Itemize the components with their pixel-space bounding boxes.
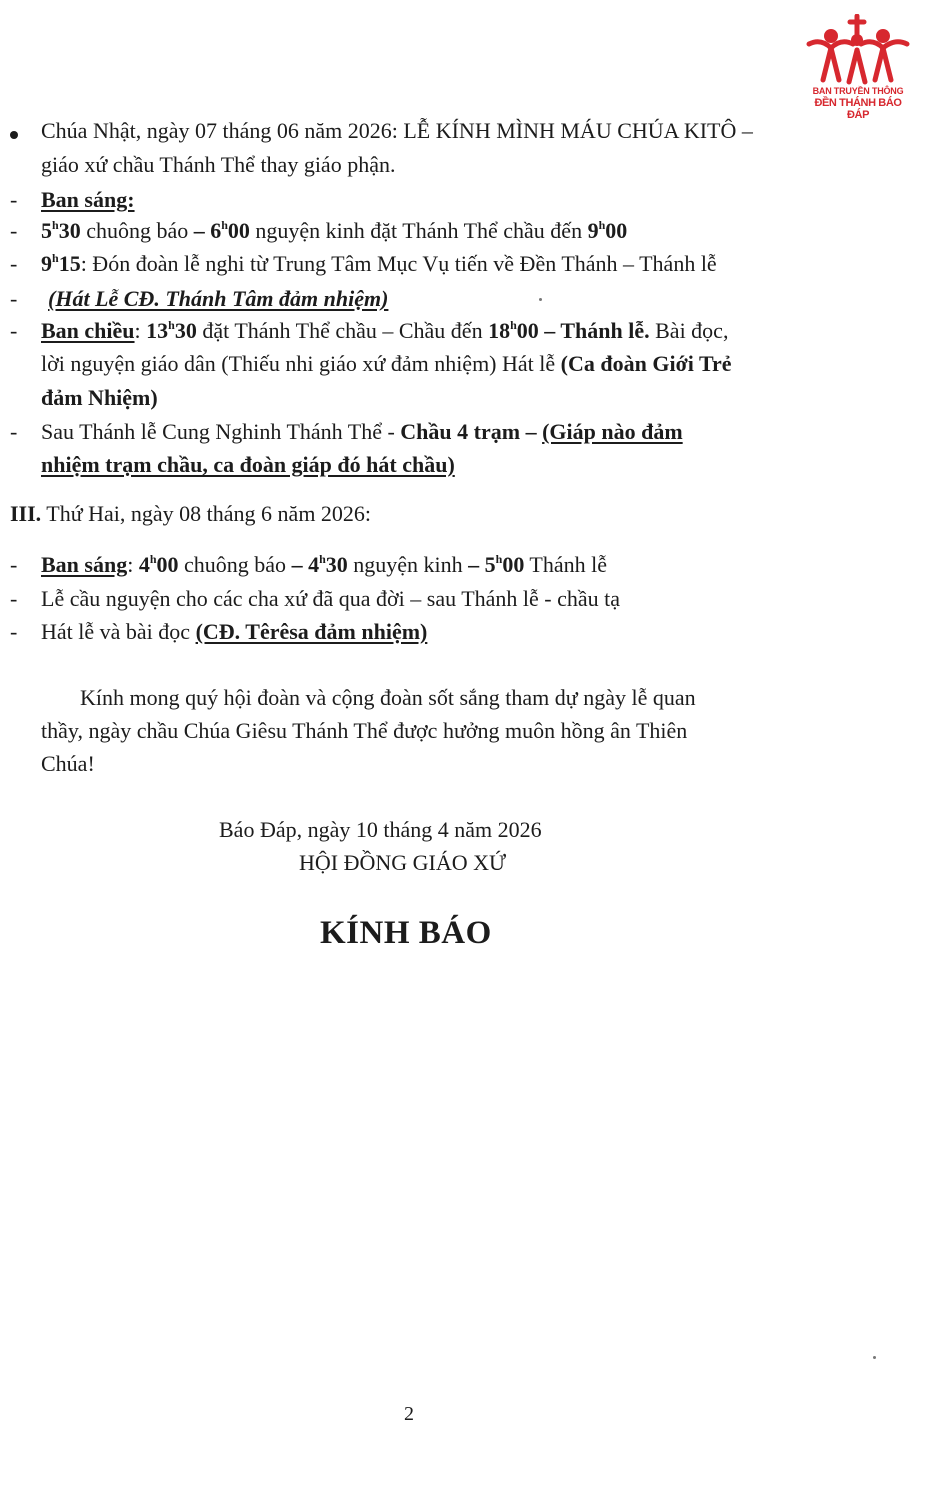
choir-assignment-line: (Hát Lễ CĐ. Thánh Tâm đảm nhiệm) xyxy=(48,286,389,311)
parish-media-logo xyxy=(803,14,913,121)
three-people-cross-icon xyxy=(803,14,913,86)
monday-heading: III. Thứ Hai, ngày 08 tháng 6 năm 2026: xyxy=(10,501,372,526)
scan-speck xyxy=(873,1356,876,1359)
closing-line3: Chúa! xyxy=(41,751,95,776)
monday-morning-line: Ban sáng: 4$^h$00 chuông báo – 4$^h$30 nguyện kinh – 5$^h$00 Thánh lễ xyxy=(41,552,608,577)
bullet-icon xyxy=(10,131,18,139)
parish-council: HỘI ĐỒNG GIÁO XỨ xyxy=(299,850,507,875)
logo-text-line1: BAN TRUYỀN THÔNG xyxy=(812,86,904,96)
dash-marker: - xyxy=(10,318,18,343)
sunday-heading-line2: giáo xứ chầu Thánh Thể thay giáo phận. xyxy=(41,152,396,177)
dash-marker: - xyxy=(10,286,18,311)
closing-line2: thầy, ngày chầu Chúa Giêsu Thánh Thể được hưởng muôn hồng ân Thiên xyxy=(41,718,688,743)
closing-line1: Kính mong quý hội đoàn và cộng đoàn sốt sắng tham dự ngày lễ quan xyxy=(80,685,696,710)
place-date: Báo Đáp, ngày 10 tháng 4 năm 2026 xyxy=(219,817,542,842)
dash-marker: - xyxy=(10,218,18,243)
sunday-heading-line1: Chúa Nhật, ngày 07 tháng 06 năm 2026: LỄ KÍNH MÌNH MÁU CHÚA KITÔ – xyxy=(41,118,753,143)
afternoon-schedule-line: Ban chiều: 13$^h$30 đặt Thánh Thể chầu – Chầu đến 18$^h$00 – Thánh lễ. Bài đọc, xyxy=(41,318,729,343)
page-number: 2 xyxy=(404,1403,414,1425)
procession-line: 9$^h$15: Đón đoàn lễ nghi từ Trung Tâm Mục Vụ tiến về Đền Thánh – Thánh lễ xyxy=(41,251,717,276)
memorial-mass-line: Lễ cầu nguyện cho các cha xứ đã qua đời – sau Thánh lễ - chầu tạ xyxy=(41,586,621,611)
afternoon-schedule-line2: lời nguyện giáo dân (Thiếu nhi giáo xứ đảm nhiệm) Hát lễ (Ca đoàn Giới Trẻ xyxy=(41,351,732,376)
dash-marker: - xyxy=(10,552,18,577)
afternoon-schedule-line3: đảm Nhiệm) xyxy=(41,385,158,410)
logo-text-line2: ĐỀN THÁNH BÁO ĐÁP xyxy=(814,97,902,121)
dash-marker: - xyxy=(10,586,18,611)
kinh-bao-title: KÍNH BÁO xyxy=(320,915,492,951)
dash-marker: - xyxy=(10,619,18,644)
adoration-procession-line: Sau Thánh lễ Cung Nghinh Thánh Thể - Chầu 4 trạm – (Giáp nào đảm xyxy=(41,419,683,444)
dash-marker: - xyxy=(10,187,18,212)
dash-marker: - xyxy=(10,251,18,276)
morning-schedule-line: 5$^h$30 chuông báo – 6$^h$00 nguyện kinh đặt Thánh Thể chầu đến 9$^h$00 xyxy=(41,218,628,243)
adoration-procession-line2: nhiệm trạm chầu, ca đoàn giáp đó hát chầu) xyxy=(41,452,455,477)
scan-speck xyxy=(539,298,542,301)
morning-heading: Ban sáng: xyxy=(41,187,135,212)
readings-assignment-line: Hát lễ và bài đọc (CĐ. Têrêsa đảm nhiệm) xyxy=(41,619,428,644)
dash-marker: - xyxy=(10,419,18,444)
